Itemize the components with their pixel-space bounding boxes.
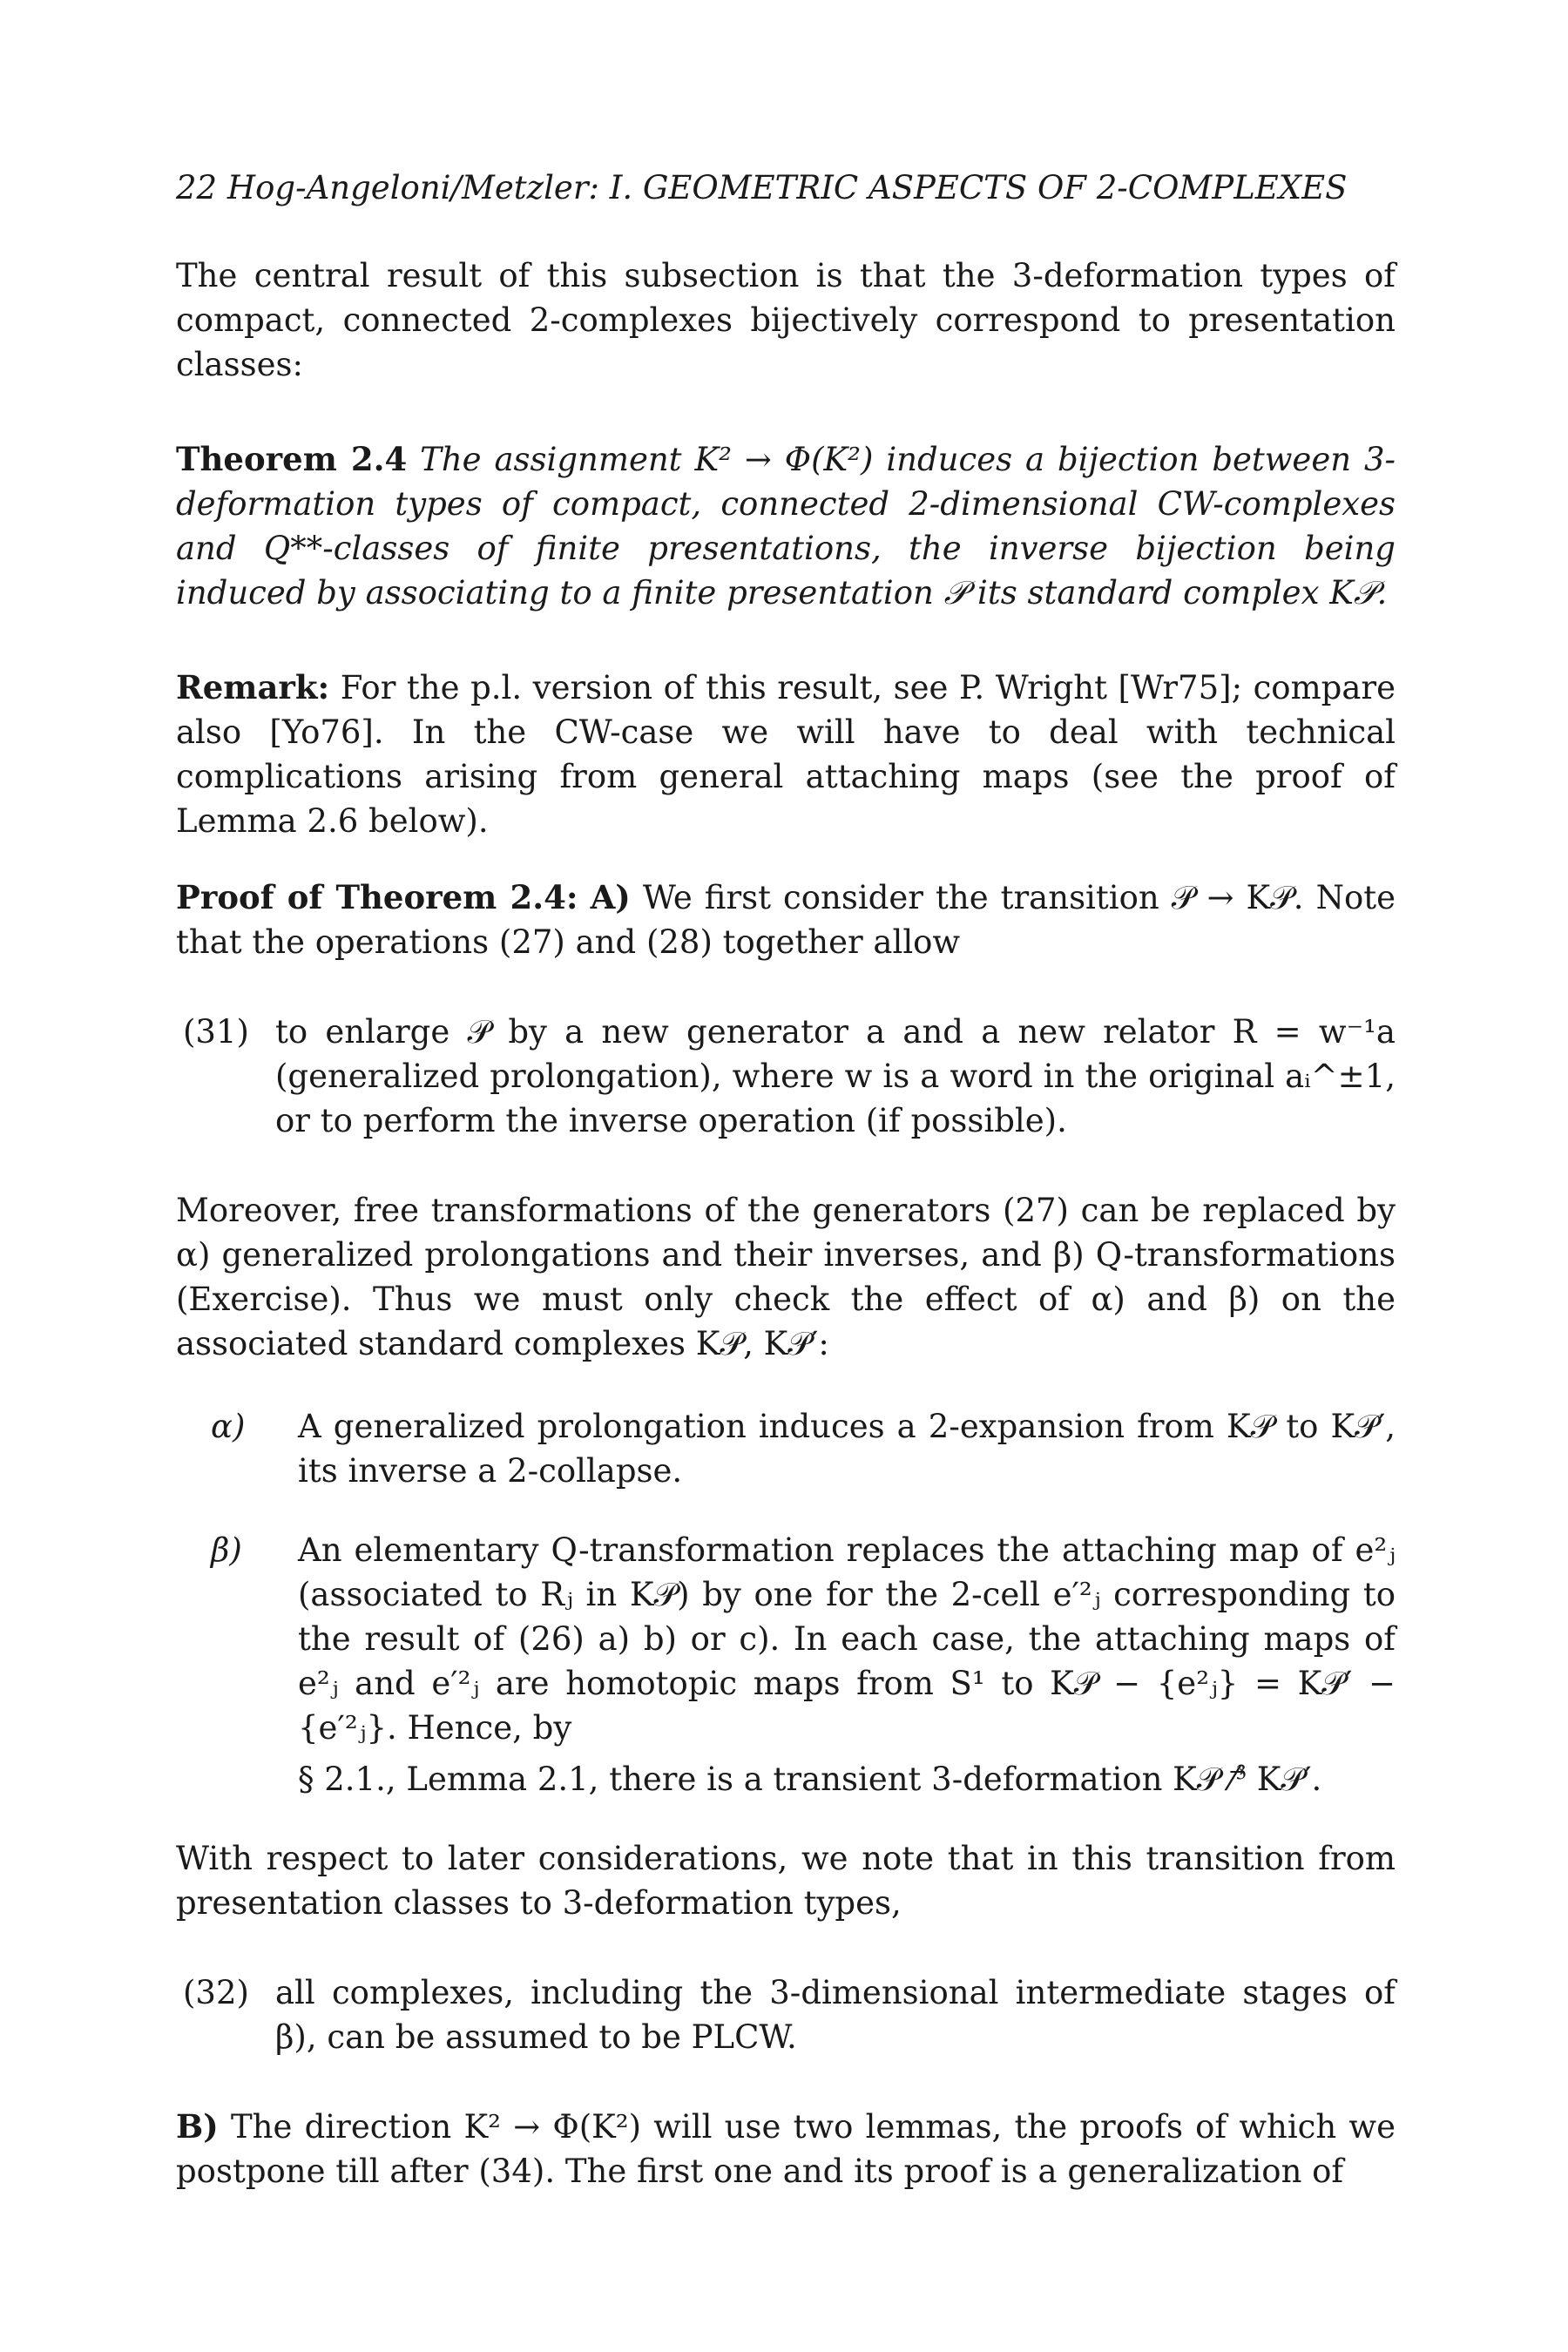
item-32-text: all complexes, including the 3-dimensional intermediate stages of β), can be assumed to be PLCW. xyxy=(275,1974,1396,2056)
theorem-2-4 xyxy=(176,437,1396,615)
spacer xyxy=(176,1801,1396,1836)
respect-paragraph: With respect to later considerations, we note that in this transition from presentation classes to 3-deformation types, xyxy=(176,1840,1396,1922)
alpha-item xyxy=(176,1404,1396,1493)
beta-item xyxy=(176,1528,1396,1801)
remark-text: For the p.l. version of this result, see P. Wright [Wr75]; compare also [Yo76]. In the CW-case we will have to deal with technical complications arising from general attaching maps (see the proof of Lemma 2.6 below). xyxy=(176,669,1396,840)
beta-tag: β) xyxy=(211,1531,242,1569)
running-header: 22 Hog-Angeloni/Metzler: I. GEOMETRIC ASPECTS OF 2-COMPLEXES xyxy=(176,169,1348,206)
remark-label: Remark: xyxy=(176,668,330,706)
intro-paragraph: The central result of this subsection is that the 3-deformation types of compact, connected 2-complexes bijectively correspond to presentation classes: xyxy=(176,257,1396,383)
part-b-label: B) xyxy=(176,2107,219,2146)
proof-paragraph xyxy=(176,875,1396,964)
proof-text: We first consider the transition 𝒫 → K𝒫. Note that the operations (27) and (28) together allow xyxy=(176,879,1396,961)
item-31 xyxy=(176,1010,1396,1143)
proof-label: Proof of Theorem 2.4: xyxy=(176,878,578,916)
beta-body xyxy=(298,1528,1396,1801)
item-31-text: to enlarge 𝒫 by a new generator a and a new relator R = w⁻¹a (generalized prolongation), where w is a word in the original aᵢ^±1, or to perform the inverse operation (if possible). xyxy=(275,1013,1396,1139)
part-b-text: The direction K² → Φ(K²) will use two lemmas, the proofs of which we postpone till after (34). The first one and its proof is a generalization of xyxy=(176,2108,1396,2190)
theorem-label: Theorem 2.4 xyxy=(176,440,408,478)
page xyxy=(176,166,1396,2193)
alpha-text: A generalized prolongation induces a 2-expansion from K𝒫 to K𝒫′, its inverse a 2-collapse. xyxy=(298,1408,1396,1490)
part-b-paragraph xyxy=(176,2105,1396,2193)
beta-line2: § 2.1., Lemma 2.1, there is a transient 3-deformation K𝒫 ⁄³⃗ K𝒫′. xyxy=(298,1761,1322,1798)
alpha-tag: α) xyxy=(211,1408,246,1445)
remark xyxy=(176,666,1396,843)
theorem-text: The assignment K² → Φ(K²) induces a bijection between 3-deformation types of compact, connected 2-dimensional CW-complexes and Q**-classes of finite presentations, the inverse bijection being induced by associating to a finite presentation 𝒫 its standard complex K𝒫. xyxy=(176,441,1396,612)
item-32-tag: (32) xyxy=(183,1974,249,2011)
beta-text: An elementary Q-transformation replaces the attaching map of e²ⱼ (associated to Rⱼ in K𝒫) by one for the 2-cell e′²ⱼ corresponding to the result of (26) a) b) or c). In each case, the attaching maps of e²ⱼ and e′²ⱼ are homotopic maps from S¹ to K𝒫 − {e²ⱼ} = K𝒫′ − {e′²ⱼ}. Hence, by xyxy=(298,1531,1396,1747)
moreover-paragraph: Moreover, free transformations of the generators (27) can be replaced by α) generalized prolongations and their inverses, and β) Q-transformations (Exercise). Thus we must only check the effect of α) and β) on the associated standard complexes K𝒫, K𝒫′: xyxy=(176,1192,1396,1362)
item-32 xyxy=(176,1970,1396,2059)
item-31-tag: (31) xyxy=(183,1013,249,1051)
proof-part-a: A) xyxy=(590,878,631,916)
